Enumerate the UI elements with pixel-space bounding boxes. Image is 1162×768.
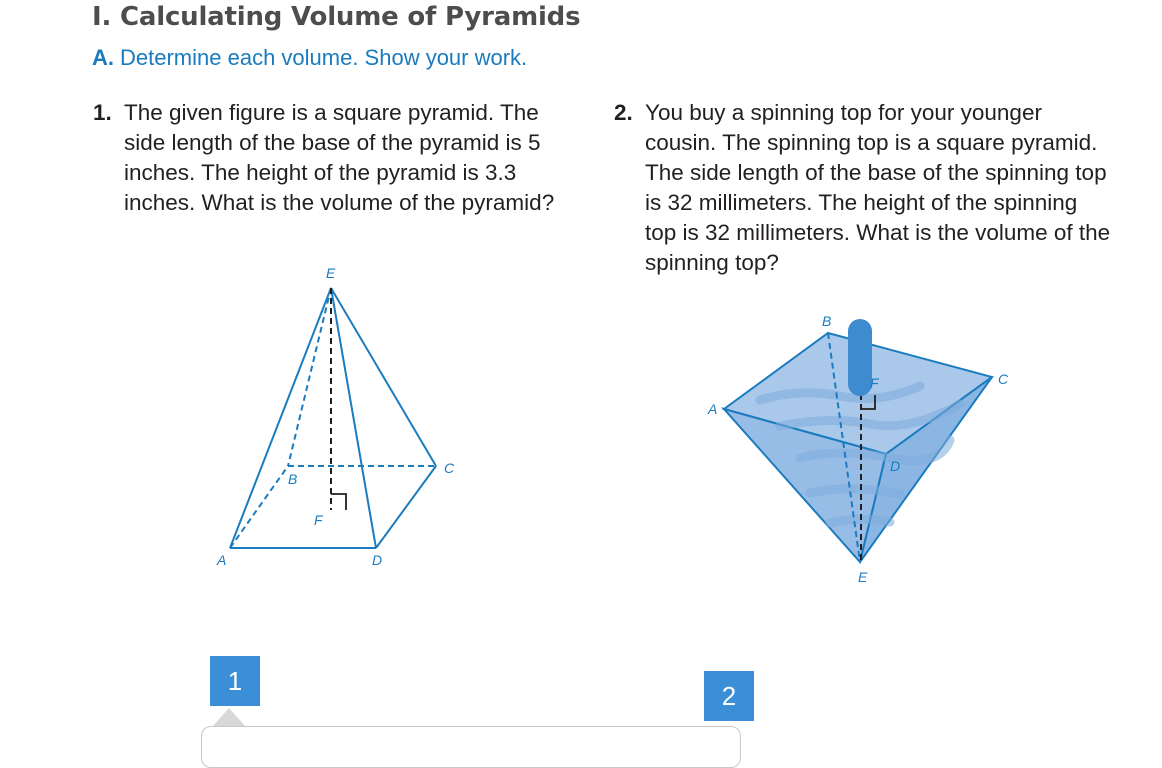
subsection-letter: A.	[92, 45, 114, 70]
answer-box-pointer	[212, 708, 246, 727]
spinning-top-figure-2	[690, 308, 1030, 598]
problem-2	[614, 98, 1114, 278]
label-b-2: B	[822, 313, 832, 329]
label-f: F	[314, 512, 323, 528]
problem-2-number: 2.	[614, 100, 633, 125]
problem-1-text: The given figure is a square pyramid. The side length of the base of the pyramid is 5 inches. The height of the pyramid is 3.3 inches. What is the volume of the pyramid?	[124, 100, 555, 215]
label-c: C	[444, 460, 455, 476]
label-d-2: D	[890, 458, 901, 474]
label-a: A	[217, 552, 227, 568]
label-e: E	[326, 265, 336, 281]
answer-tab-1[interactable]: 1	[210, 656, 260, 706]
subsection-instruction: Determine each volume. Show your work.	[120, 45, 528, 70]
edge-dc	[376, 466, 436, 548]
label-b: B	[288, 471, 298, 487]
problem-2-text: You buy a spinning top for your younger cousin. The spinning top is a square pyramid. The side length of the base of the spinning top is 32 millimeters. The height of the spinning top is 32 millimeters. What is the volume of the spinning top?	[645, 100, 1111, 275]
label-e-2: E	[858, 569, 868, 585]
label-c-2: C	[998, 371, 1009, 387]
label-a-2: A	[708, 401, 718, 417]
right-angle-mark	[331, 494, 346, 510]
problem-1	[93, 98, 573, 218]
subsection-heading	[92, 45, 527, 71]
label-d: D	[372, 552, 383, 568]
edge-ab-hidden	[230, 466, 288, 548]
answer-tab-2[interactable]: 2	[704, 671, 754, 721]
section-title: I. Calculating Volume of Pyramids	[92, 2, 581, 32]
answer-input-box-1[interactable]	[201, 726, 741, 768]
label-f-2: F	[870, 375, 879, 391]
spinning-top-handle	[848, 319, 872, 396]
edge-eb-hidden	[288, 288, 331, 466]
problem-1-number: 1.	[93, 100, 112, 125]
edge-ea	[230, 288, 331, 548]
pyramid-figure-1	[200, 258, 470, 578]
